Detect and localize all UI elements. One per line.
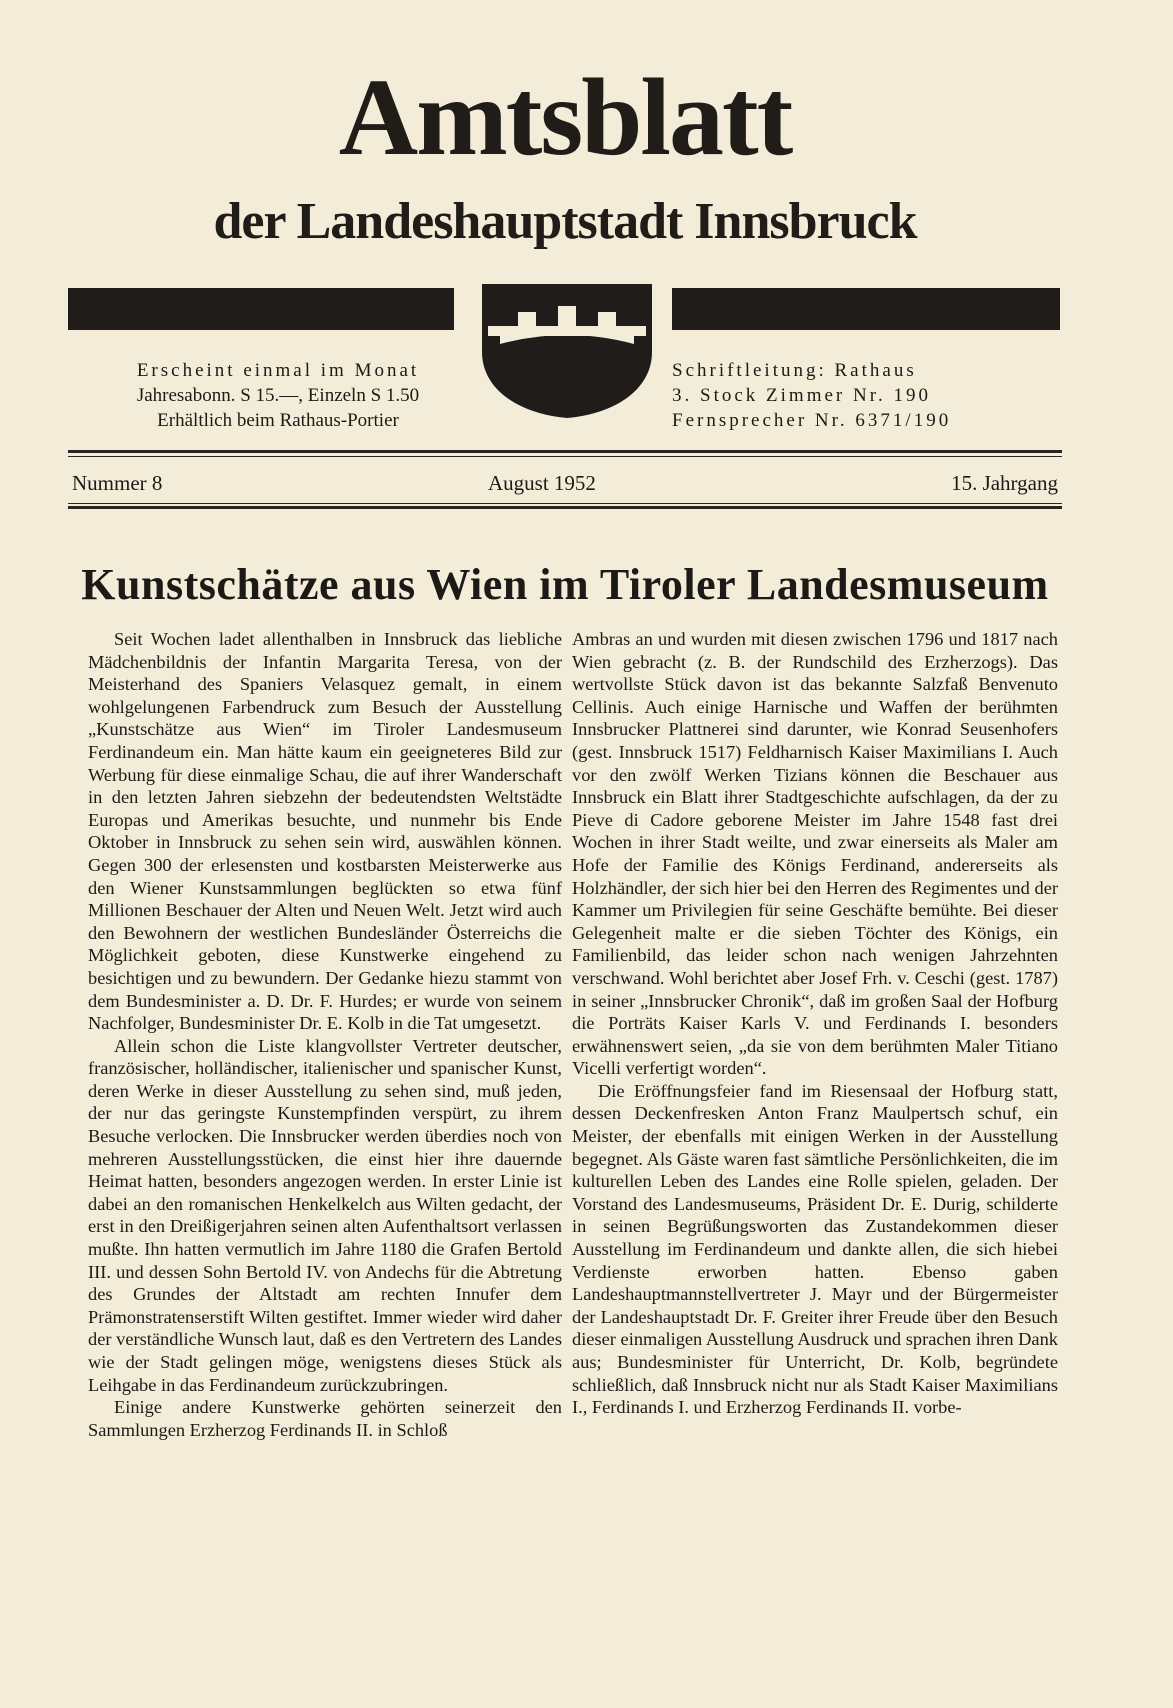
publication-info-right xyxy=(672,358,1052,433)
rule-bottom xyxy=(68,506,1062,509)
issue-row xyxy=(68,468,1062,498)
article-column-left xyxy=(88,628,562,1673)
masthead-bar-right xyxy=(672,288,1060,330)
masthead-bar-left xyxy=(68,288,454,330)
article-column-right xyxy=(572,628,1058,1673)
room-text: 3. Stock Zimmer Nr. 190 xyxy=(672,385,931,406)
availability-text: Erhältlich beim Rathaus-Portier xyxy=(157,410,399,431)
editorial-office-text: Schriftleitung: Rathaus xyxy=(672,360,917,381)
frequency-text: Erscheint einmal im Monat xyxy=(136,360,420,381)
city-crest-icon xyxy=(478,278,656,420)
paragraph: Ambras an und wurden mit diesen zwischen 1796 und 1817 nach Wien gebracht (z. B. der Rundschild des Erzherzogs). Das wertvollste Stück davon ist das bekannte Salzfaß Benvenuto Cellinis. Auch einige Harnische und Waffen der berühmten Innsbrucker Plattnerei sind darunter, wie Konrad Seusenhofers (gest. Innsbruck 1517) Feldharnisch Kaiser Maximilians I. Auch vor den zwölf Werken Tizians können die Beschauer aus Innsbruck ein Blatt ihrer Stadtgeschichte aufschlagen, da der zu Pieve di Cadore geborene Meister im Jahre 1548 fast drei Wochen in ihrer Stadt weilte, und zwar einerseits als Maler am Hofe der Familie des Königs Ferdinand, andererseits als Holzhändler, der sich hier bei den Herren des Regimentes und der Kammer um Privilegien für seine Geschäfte bemühte. Bei dieser Gelegenheit malte er die sieben Töchter des Königs, ein Familienbild, das leider schon nach wenigen Jahrzehnten verschwand. Wohl berichtet aber Josef Frh. v. Ceschi (gest. 1787) in seiner „Innsbrucker Chronik“, daß im großen Saal der Hofburg die Porträts Kaiser Karls V. und Ferdinands I. besonders erwähnenswert seien, „da sie von dem berühmten Maler Titiano Vicelli verfertigt worden“. xyxy=(572,629,1058,1079)
masthead-title: Amtsblatt xyxy=(338,56,792,178)
rule-top xyxy=(68,450,1062,453)
price-text: Jahresabonn. S 15.—, Einzeln S 1.50 xyxy=(136,385,420,406)
article-headline: Kunstschätze aus Wien im Tiroler Landesmuseum xyxy=(81,560,1049,609)
issue-number: Nummer 8 xyxy=(72,471,163,495)
rule-top-thin xyxy=(68,456,1062,457)
paragraph: Seit Wochen ladet allenthalben in Innsbruck das liebliche Mädchenbildnis der Infantin Margarita Teresa, von der Meisterhand des Spaniers Velasquez gemalt, in einem wohlgelungenen Farbendruck zum Besuch der Ausstellung „Kunstschätze aus Wien“ im Tiroler Landesmuseum Ferdinandeum ein. Man hätte kaum ein geeigneteres Bild zur Werbung für diese einmalige Schau, die auf ihrer Wanderschaft in den letzten Jahren siebzehn der bedeutendsten Weltstädte Europas und Amerikas besuchte, und nunmehr bis Ende Oktober in Innsbruck zu sehen sein wird, auswählen können. Gegen 300 der erlesensten und kostbarsten Meisterwerke aus den Wiener Kunstsammlungen beglückten so etwa fünf Millionen Beschauer der Alten und Neuen Welt. Jetzt wird auch den Bewohnern der westlichen Bundesländer Österreichs die Möglichkeit geboten, diese Kunstwerke eingehend zu besichtigen und zu bewundern. Der Gedanke hiezu stammt von dem Bundesminister a. D. Dr. F. Hurdes; er wurde von seinem Nachfolger, Bundesminister Dr. E. Kolb in die Tat umgesetzt. xyxy=(88,629,562,1034)
phone-text: Fernsprecher Nr. 6371/190 xyxy=(672,410,952,431)
issue-date: August 1952 xyxy=(488,471,596,495)
paragraph: Allein schon die Liste klangvollster Vertreter deutscher, französischer, holländischer, italienischer und spanischer Kunst, deren Werke in dieser Ausstellung zu sehen sind, muß jeden, der nur das geringste Kunstempfinden verspürt, zu ihrem Besuche verlocken. Die Innsbrucker werden überdies noch von mehreren Ausstellungsstücken, die einst hier ihre dauernde Heimat hatten, besonders angezogen werden. In erster Linie ist dabei an den romanischen Henkelkelch aus Wilten gedacht, der erst in den Dreißigerjahren seinen alten Aufenthaltsort verlassen mußte. Ihn hatten vermutlich im Jahre 1180 die Grafen Bertold III. und dessen Sohn Bertold IV. von Andechs für die Abtretung des Grundes der Altstadt am rechten Innufer dem Prämonstratenserstift Wilten gestiftet. Immer wieder wird daher der verständliche Wunsch laut, daß es den Vertretern des Landes wie der Stadt gelingen möge, wenigstens dieses Stück als Leihgabe in das Ferdinandeum zurückzubringen. xyxy=(88,1035,562,1395)
masthead-subtitle: der Landeshauptstadt Innsbruck xyxy=(213,193,917,250)
paragraph: Die Eröffnungsfeier fand im Riesensaal der Hofburg statt, dessen Deckenfresken Anton Franz Maulpertsch schuf, ein Meister, der ebenfalls mit einigen Werken in der Ausstellung begegnet. Als Gäste waren fast sämtliche Persönlichkeiten, die im kulturellen Leben des Landes eine Rolle spielen, geladen. Der Vorstand des Landesmuseums, Präsident Dr. E. Durig, schilderte in seinen Begrüßungsworten das Zustandekommen dieser Ausstellung im Ferdinandeum und dankte allen, die sich hiebei Verdienste erworben hatten. Ebenso gaben Landeshauptmannstellvertreter J. Mayr und der Bürgermeister der Landeshauptstadt Dr. F. Greiter ihrer Freude über den Besuch dieser einmaligen Ausstellung Ausdruck und sprachen ihren Dank aus; Bundesminister für Unterricht, Dr. Kolb, begründete schließlich, daß Innsbruck nicht nur als Stadt Kaiser Maximilians I., Ferdinands I. und Erzherzog Ferdinands II. vorbe- xyxy=(572,1080,1058,1418)
rule-bottom-thin xyxy=(68,503,1062,504)
publication-info-left xyxy=(98,358,458,433)
issue-volume: 15. Jahrgang xyxy=(951,471,1058,495)
paragraph: Einige andere Kunstwerke gehörten seinerzeit den Sammlungen Erzherzog Ferdinands II. in Schloß xyxy=(88,1397,562,1440)
